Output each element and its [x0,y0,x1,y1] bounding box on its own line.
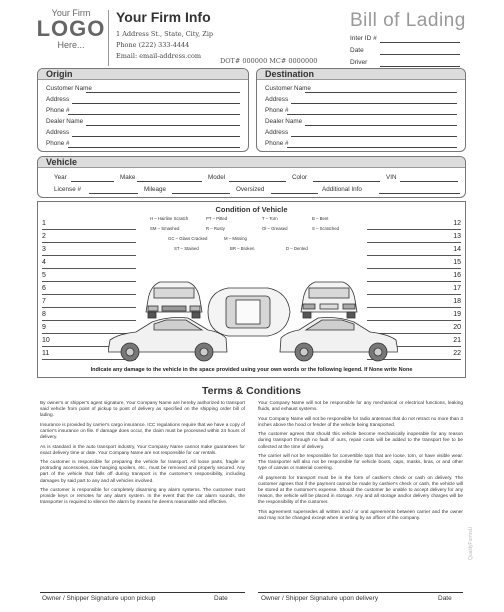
bill-of-lading-title: Bill of Lading [350,10,466,31]
legend-item: B – Bent [312,216,329,221]
origin-field-line[interactable] [72,103,240,104]
vehicle-field-row2[interactable] [144,186,232,195]
damage-row-number: 1 [42,220,46,227]
terms-paragraph: Your Company Name will not be responsible for radio antennas that do not retract no more than 3 inches above the hood or fender of the vehicle being transported. [258,416,463,428]
origin-field-line[interactable] [86,125,240,126]
vehicle-field-year[interactable] [54,174,116,183]
damage-row-number: 4 [42,259,46,266]
origin-field-row[interactable] [46,140,240,149]
destination-field-label: Address [265,129,289,136]
destination-field-row[interactable] [265,118,457,127]
destination-field-label: Dealer Name [265,118,303,125]
destination-field-row[interactable] [265,96,457,105]
origin-field-row[interactable] [46,96,240,105]
firm-title: Your Firm Info [116,9,211,25]
vehicle-field-row2[interactable] [322,186,462,195]
origin-field-label: Address [46,96,70,103]
damage-row-number: 9 [42,324,46,331]
origin-field-line[interactable] [68,114,240,115]
firm-email: Email: email-address.com [116,52,202,60]
firm-address: 1 Address St., State, City, Zip [116,30,214,38]
terms-paragraph: All payments for transport must be in the form of cashier's check or cash on delivery. The customer agrees that if the payment cannot be made by cashier's check or cash, the vehicle will be stored at the customer's expense. Should the customer be unable to accept delivery for any reason, the vehicle will be placed in storage. Any and all storage and/or delivery charges will be the responsibility of the customer. [258,475,463,506]
car-right-side-view [280,318,398,362]
destination-field-row[interactable] [265,85,457,94]
date-field[interactable]: Date [350,47,460,56]
vehicle-field-label: Mileage [144,186,167,193]
damage-row-number: 6 [42,285,46,292]
firm-phone: Phone (222) 333-4444 [116,41,190,49]
terms-paragraph: The customer agrees that should this vehicle become mechanically inoperable for any reason during transport through no fault of ours, repair costs will be added to the transport fee to be collected at the time of delivery. [258,432,463,450]
destination-section [256,68,466,152]
origin-field-label: Phone # [46,140,70,147]
origin-field-label: Customer Name [46,85,92,92]
damage-row-number: 14 [453,246,461,253]
logo-here-text: Here... [57,40,85,50]
destination-field-label: Phone # [265,140,289,147]
origin-field-label: Phone # [46,107,70,114]
damage-row-number: 7 [42,298,46,305]
vehicle-title: Vehicle [38,157,465,168]
vehicle-field-label: Color [292,174,308,181]
damage-row-number: 22 [453,350,461,357]
origin-field-line[interactable] [86,92,240,93]
vehicle-field-vin[interactable] [386,174,460,183]
damage-row-number: 19 [453,311,461,318]
origin-field-label: Address [46,129,70,136]
vehicle-field-line[interactable] [379,193,460,194]
destination-field-row[interactable] [265,129,457,138]
origin-field-label: Dealer Name [46,118,84,125]
watermark-text: QualityFormsU [468,526,474,560]
driver-field[interactable]: Driver [350,59,460,68]
vehicle-field-color[interactable] [292,174,382,183]
vehicle-field-model[interactable] [208,174,288,183]
car-top-view [208,288,290,336]
damage-row-number: 8 [42,311,46,318]
terms-paragraph: The carrier will not be responsible for convertible tops that are loose, torn, or have visible wear. The transporter will also not be responsible for vehicle boots, caps, masks, bras, or and other type of canvas or material covering. [258,454,463,472]
legend-item: R – Rusty [206,226,225,231]
destination-field-line[interactable] [305,125,457,126]
destination-field-row[interactable] [265,140,457,149]
pickup-signature-label: Owner / Shipper Signature upon pickup [42,595,156,602]
legend-item: GC – Glass Cracked [168,236,208,241]
damage-row-number: 3 [42,246,46,253]
vehicle-field-make[interactable] [120,174,204,183]
header-divider [108,10,109,66]
damage-row-number: 20 [453,324,461,331]
vehicle-field-row2[interactable] [236,186,320,195]
origin-field-line[interactable] [68,147,240,148]
vehicle-section [37,156,466,198]
vehicle-field-line[interactable] [229,181,286,182]
damage-row-2[interactable] [42,233,136,243]
logo-word: LOGO [36,16,106,41]
origin-field-line[interactable] [72,136,240,137]
damage-row-number: 5 [42,272,46,279]
damage-row-number: 21 [453,337,461,344]
logo-firm-text: Your Firm [51,8,91,18]
damage-row-number: 16 [453,272,461,279]
delivery-date-label: Date [438,595,452,602]
legend-item: BR – Broken [230,246,255,251]
legend-item: Ol – Greased [262,226,288,231]
damage-row-1[interactable] [42,220,136,230]
origin-section [37,68,249,152]
destination-field-line[interactable] [291,103,457,104]
vehicle-field-line[interactable] [172,193,230,194]
terms-title: Terms & Conditions [202,385,301,397]
vehicle-field-label: Year [54,174,67,181]
delivery-signature-label: Owner / Shipper Signature upon delivery [261,595,379,602]
damage-instruction: Indicate any damage to the vehicle in the space provided using your own words or the following legend. If None write None [90,367,413,373]
origin-field-row[interactable] [46,85,240,94]
vehicle-field-label: License # [54,186,81,193]
legend-item: H – Hairline Scratch [150,216,189,221]
destination-field-line[interactable] [287,147,457,148]
car-back-view [301,282,357,318]
destination-field-label: Phone # [265,107,289,114]
vehicle-field-row2[interactable] [54,186,140,195]
vehicle-field-label: Make [120,174,136,181]
destination-title: Destination [257,69,465,80]
legend-item: S – Scratched [312,226,339,231]
damage-row-number: 17 [453,285,461,292]
car-front-view [146,282,202,318]
terms-paragraph: The customer is responsible for completely disarming any alarm systems. The customer must provide keys or remotes for any alarm system. In the event that the car alarm sounds, the transporter is required to silence the alarm by means he deems reasonable and effective. [40,488,245,506]
terms-paragraph: As is standard in the auto transport industry, Your Company Name cannot make guarantees for exact delivery time or date. Your Company Name are not responsible for car rentals. [40,444,245,456]
destination-field-label: Customer Name [265,85,311,92]
destination-field-row[interactable] [265,107,457,116]
damage-row-number: 13 [453,233,461,240]
legend-item: SM – Smashed [150,226,180,231]
terms-paragraph: This agreement supersedes all written and / or oral agreements between carrier and the owner and may not be changed except when in writing by an officer of the company. [258,509,463,521]
damage-row-12[interactable] [367,220,461,230]
terms-paragraph: Insurance is provided by carrier's cargo insurance. ICC regulations require that we have a copy of carrier's insurance on file. If damage does occur, the claim must be processed within 24 hours of delivery. [40,422,245,440]
vehicle-field-label: Oversized [236,186,265,193]
destination-field-label: Address [265,96,289,103]
vehicle-field-line[interactable] [271,193,318,194]
destination-field-line[interactable] [287,114,457,115]
terms-left-column [40,401,245,510]
destination-field-line[interactable] [305,92,457,93]
destination-field-line[interactable] [291,136,457,137]
origin-field-row[interactable] [46,129,240,138]
dot-mc-numbers: DOT# 000000 MC# 0000000 [220,57,318,65]
terms-right-column [258,401,463,526]
origin-title: Origin [38,69,248,80]
vehicle-field-line[interactable] [89,193,138,194]
damage-row-number: 12 [453,220,461,227]
delivery-signature-line[interactable] [258,592,463,593]
legend-item: D – Dented [286,246,308,251]
vehicle-field-label: VIN [386,174,397,181]
condition-section [37,201,466,378]
vehicle-damage-diagram[interactable] [108,252,398,367]
damage-row-13[interactable] [367,233,461,243]
car-left-side-view [108,318,227,362]
terms-paragraph: Your Company Name will not be responsible for any mechanical or electrical functions, leaking fluids, and exhaust systems. [258,401,463,413]
pickup-date-label: Date [214,595,228,602]
origin-field-row[interactable] [46,107,240,116]
legend-item: M – Missing [224,236,247,241]
firm-logo [36,8,106,72]
legend-item: T – Torn [262,216,278,221]
damage-row-number: 18 [453,298,461,305]
terms-paragraph: The customer is responsible for preparing the vehicle for transport. All loose parts, fragile or protruding accessories, low hanging spoilers, etc., must be removed and properly secured. Any part of the vehicle that falls off during transport is the customer's responsibility, including damages by said part to any and all vehicles involved. [40,460,245,484]
terms-paragraph: By owner's or shipper's agent signature, Your Company Name are hereby authorized to transport said vehicle from point of pickup to point of delivery as specified on the shipping order bill of lading. [40,401,245,419]
origin-field-row[interactable] [46,118,240,127]
damage-row-number: 10 [42,337,50,344]
damage-row-number: 2 [42,233,46,240]
damage-row-number: 11 [42,350,50,357]
legend-item: PT – Pitted [206,216,228,221]
pickup-signature-line[interactable] [40,592,245,593]
vehicle-field-line[interactable] [313,181,380,182]
legend-item: ST – Stained [174,246,199,251]
vehicle-field-line[interactable] [400,181,458,182]
vehicle-field-line[interactable] [71,181,114,182]
vehicle-field-label: Additional Info [322,186,362,193]
vehicle-field-label: Model [208,174,226,181]
inter-id-field[interactable]: Inter ID # [350,35,460,44]
damage-row-number: 15 [453,259,461,266]
condition-title: Condition of Vehicle [215,205,288,214]
vehicle-field-line[interactable] [137,181,202,182]
